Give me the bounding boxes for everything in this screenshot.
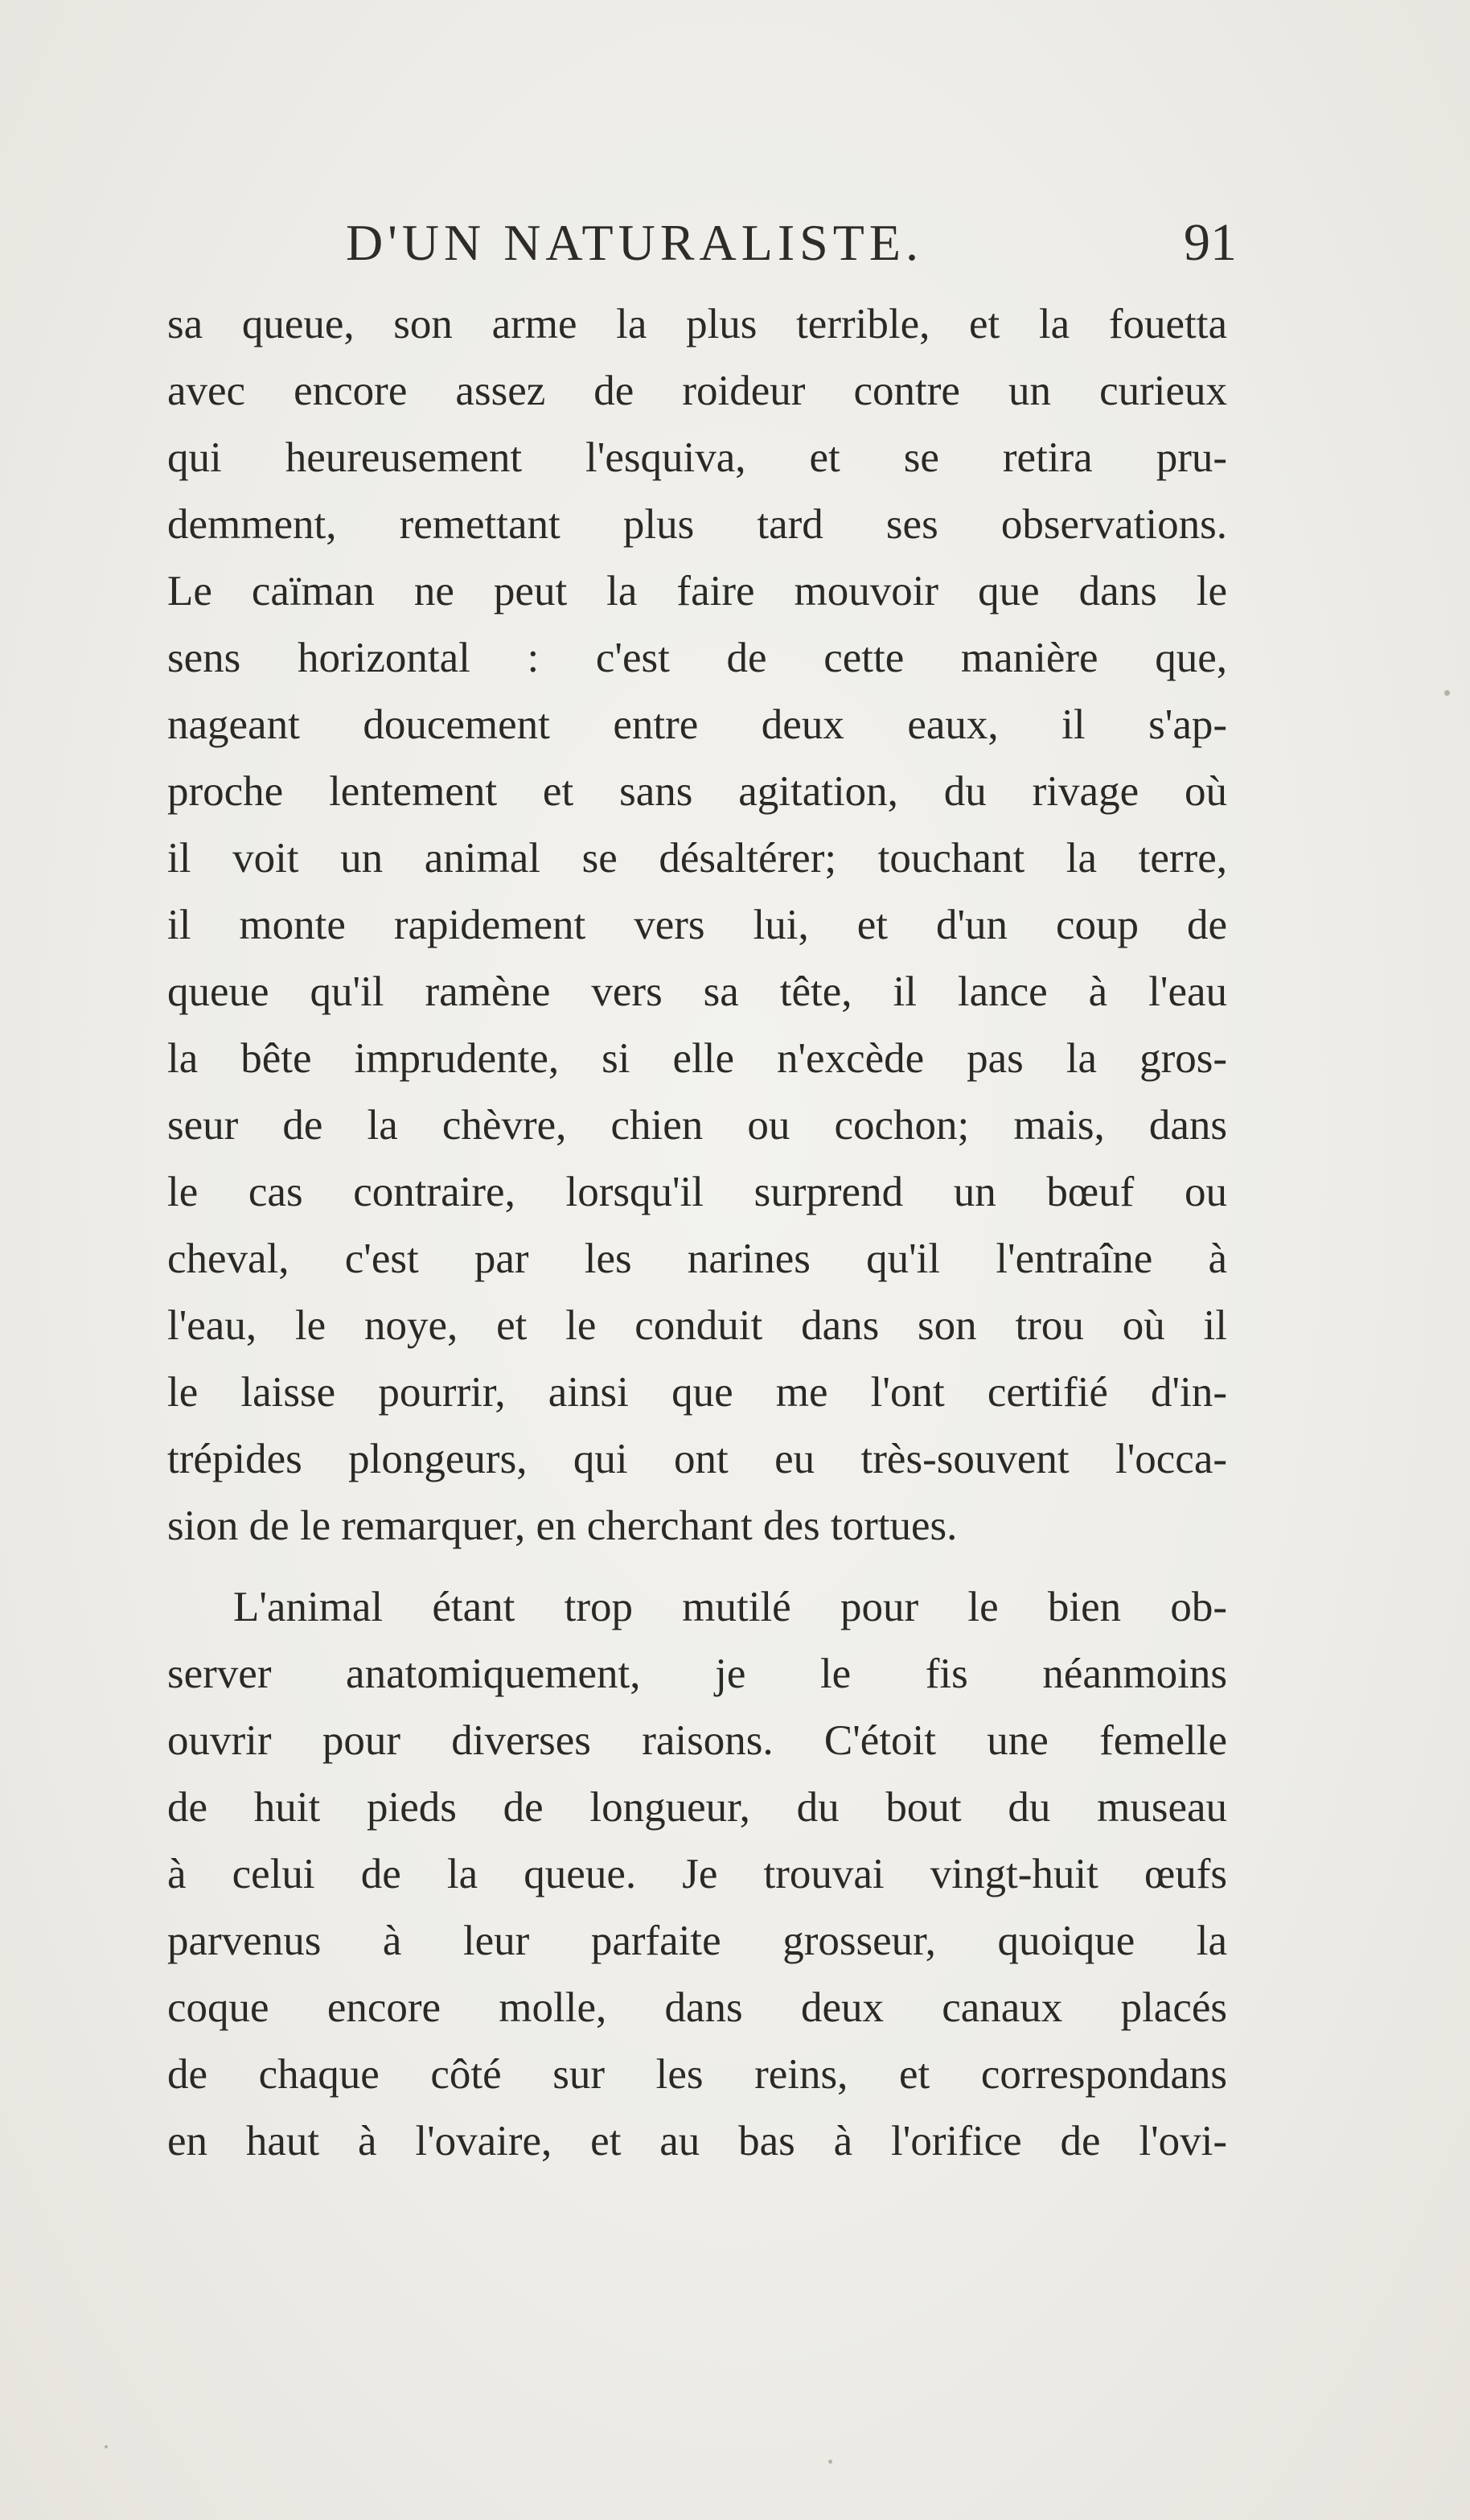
text-line: trépides plongeurs, qui ont eu très-souvent l'occa- — [167, 1436, 1227, 1482]
text-line: nageant doucement entre deux eaux, il s'ap- — [167, 701, 1227, 748]
text-line: en haut à l'ovaire, et au bas à l'orifice de l'ovi- — [167, 2118, 1227, 2164]
body-text — [167, 291, 1227, 2175]
text-line: qui heureusement l'esquiva, et se retira pru- — [167, 434, 1227, 481]
text-line: de chaque côté sur les reins, et correspondans — [167, 2051, 1227, 2098]
text-line: il voit un animal se désaltérer; touchant la terre, — [167, 835, 1227, 882]
text-line: de huit pieds de longueur, du bout du museau — [167, 1784, 1227, 1831]
text-line: la bête imprudente, si elle n'excède pas la gros- — [167, 1035, 1227, 1082]
text-line: le laisse pourrir, ainsi que me l'ont certifié d'in- — [167, 1369, 1227, 1416]
paragraph-1 — [167, 291, 1227, 1560]
text-line: le cas contraire, lorsqu'il surprend un bœuf ou — [167, 1169, 1227, 1215]
text-line: server anatomiquement, je le fis néanmoins — [167, 1651, 1227, 1697]
text-line: sion de le remarquer, en cherchant des tortues. — [167, 1503, 958, 1549]
text-line: cheval, c'est par les narines qu'il l'entraîne à — [167, 1235, 1227, 1282]
text-line: il monte rapidement vers lui, et d'un coup de — [167, 902, 1227, 948]
text-line: avec encore assez de roideur contre un curieux — [167, 368, 1227, 414]
text-line: seur de la chèvre, chien ou cochon; mais, dans — [167, 1102, 1227, 1149]
paper-speck — [828, 2460, 832, 2464]
paragraph-gap — [167, 1560, 1227, 1574]
paragraph-2 — [167, 1574, 1227, 2175]
text-line: demment, remettant plus tard ses observations. — [167, 501, 1227, 548]
text-line: ouvrir pour diverses raisons. C'étoit une femelle — [167, 1717, 1227, 1764]
text-line: à celui de la queue. Je trouvai vingt-huit œufs — [167, 1851, 1227, 1897]
page-number: 91 — [1184, 213, 1237, 272]
text-line: coque encore molle, dans deux canaux placés — [167, 1984, 1227, 2031]
paper-speck — [1444, 690, 1450, 696]
text-line: Le caïman ne peut la faire mouvoir que dans le — [167, 568, 1227, 615]
text-line: proche lentement et sans agitation, du rivage où — [167, 768, 1227, 815]
paper-speck — [105, 2445, 108, 2448]
running-title: D'UN NATURALISTE. — [346, 214, 923, 271]
running-head — [346, 211, 1237, 275]
text-line: queue qu'il ramène vers sa tête, il lance à l'eau — [167, 968, 1227, 1015]
text-line: l'eau, le noye, et le conduit dans son trou où il — [167, 1302, 1227, 1349]
text-line: parvenus à leur parfaite grosseur, quoique la — [167, 1918, 1227, 1964]
text-line: sa queue, son arme la plus terrible, et la fouetta — [167, 301, 1227, 347]
text-line: L'animal étant trop mutilé pour le bien ob- — [233, 1584, 1227, 1630]
text-line: sens horizontal : c'est de cette manière que, — [167, 635, 1227, 681]
